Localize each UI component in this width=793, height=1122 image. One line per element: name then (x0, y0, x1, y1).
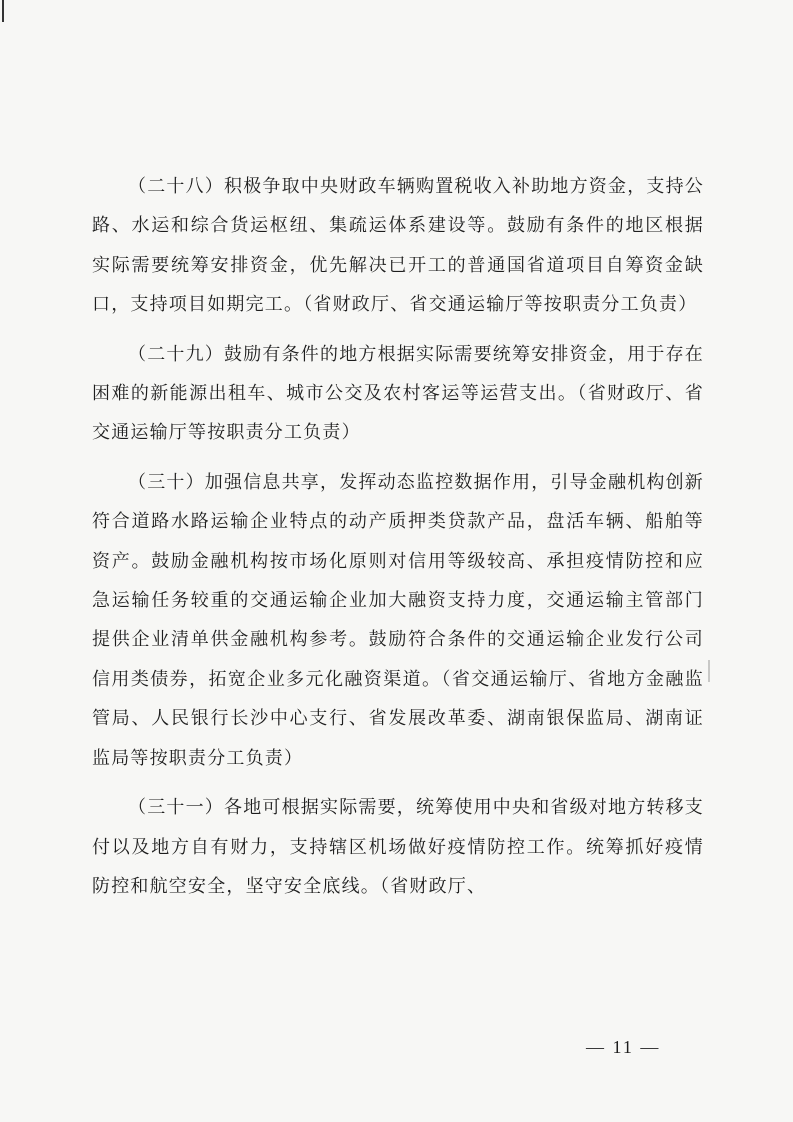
scan-edge-mark (2, 0, 4, 22)
paragraph-30: （三十）加强信息共享，发挥动态监控数据作用，引导金融机构创新符合道路水路运输企业特点的动产质押类贷款产品，盘活车辆、船舶等资产。鼓励金融机构按市场化原则对信用等级较高、承担疫情防控和应急运输任务较重的交通运输企业加大融资支持力度，交通运输主管部门提供企业清单供金融机构参考。鼓励符合条件的交通运输企业发行公司信用类债券，拓宽企业多元化融资渠道。（省交通运输厅、省地方金融监管局、人民银行长沙中心支行、省发展改革委、湖南银保监局、湖南证监局等按职责分工负责） (92, 471, 704, 769)
page-number: — 11 — (586, 1037, 661, 1057)
document-body (92, 167, 704, 916)
paragraph-28: （二十八）积极争取中央财政车辆购置税收入补助地方资金，支持公路、水运和综合货运枢纽、集疏运体系建设等。鼓励有条件的地区根据实际需要统筹安排资金，优先解决已开工的普通国省道项目自筹资金缺口，支持项目如期完工。（省财政厅、省交通运输厅等按职责分工负责） (92, 176, 704, 316)
paragraph-31: （三十一）各地可根据实际需要，统筹使用中央和省级对地方转移支付以及地方自有财力，支持辖区机场做好疫情防控工作。统筹抓好疫情防控和航空安全，坚守安全底线。（省财政厅、 (92, 797, 704, 897)
paragraph-29: （二十九）鼓励有条件的地方根据实际需要统筹安排资金，用于存在困难的新能源出租车、城市公交及农村客运等运营支出。（省财政厅、省交通运输厅等按职责分工负责） (92, 343, 704, 444)
scan-smudge (708, 660, 710, 682)
